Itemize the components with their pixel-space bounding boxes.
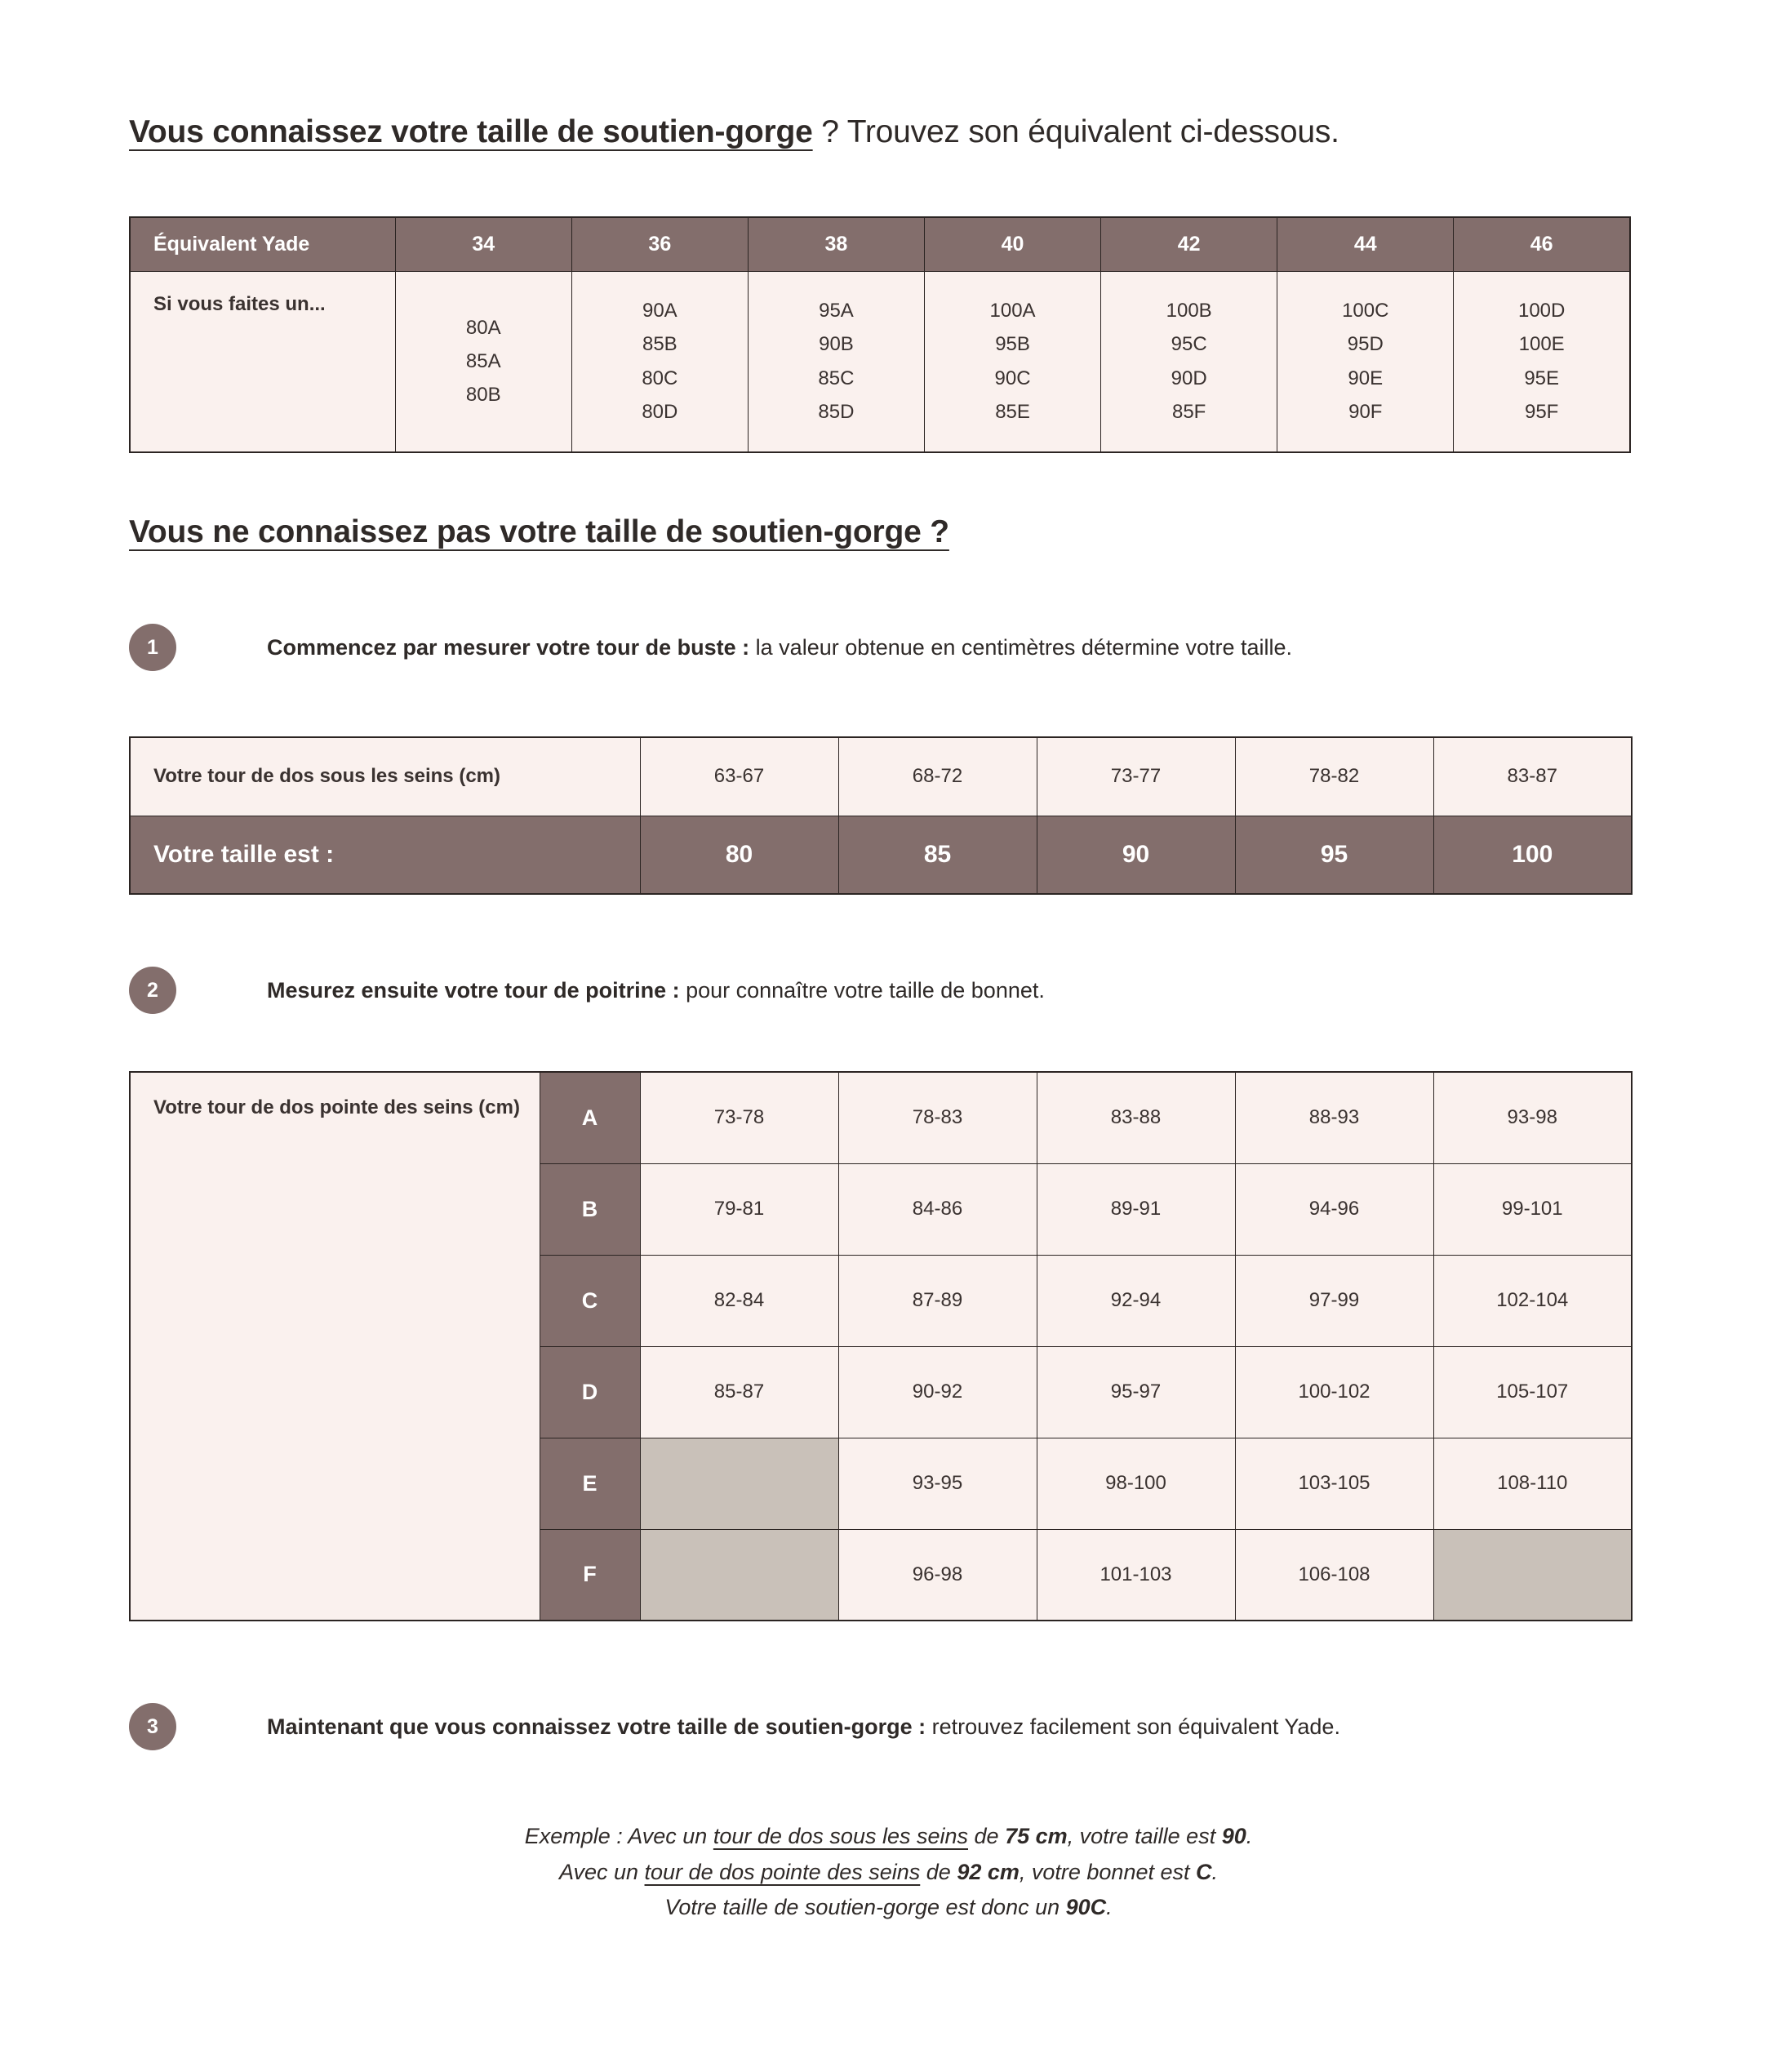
size-list [572, 294, 748, 429]
cup-cell: 103-105 [1235, 1438, 1433, 1529]
section-heading-known-size [129, 114, 1339, 150]
size-list [396, 311, 571, 412]
size-entry: 95D [1347, 333, 1384, 356]
example-line-1-underlined: tour de dos sous les seins [713, 1824, 969, 1848]
cup-letter-f: F [540, 1529, 640, 1621]
cup-letter-e: E [540, 1438, 640, 1529]
equivalence-header-size: 42 [1101, 217, 1277, 271]
size-list [1101, 294, 1277, 429]
example-line-1-mid: de [968, 1824, 1006, 1848]
size-entry: 85F [1171, 401, 1206, 424]
cup-cell: 73-78 [640, 1072, 838, 1163]
step-2-text-rest: pour connaître votre taille de bonnet. [679, 977, 1045, 1003]
size-entry: 85B [642, 333, 677, 356]
equivalence-cell-42 [1101, 271, 1277, 452]
example-line-2-end: . [1211, 1859, 1219, 1884]
equivalence-header-label: Équivalent Yade [130, 217, 395, 271]
cup-cell: 82-84 [640, 1255, 838, 1346]
cup-cell: 93-98 [1433, 1072, 1632, 1163]
band-measure-value: 83-87 [1433, 737, 1632, 816]
size-entry: 85A [465, 350, 501, 373]
band-measure-value: 63-67 [640, 737, 838, 816]
table-row [130, 271, 1630, 452]
band-size-value: 100 [1433, 816, 1632, 894]
cup-cell-unavailable [640, 1438, 838, 1529]
step-3-text-bold: Maintenant que vous connaissez votre taille de soutien-gorge : [267, 1714, 926, 1739]
cup-letter-a: A [540, 1072, 640, 1163]
cup-cell-unavailable [640, 1529, 838, 1621]
cup-cell: 102-104 [1433, 1255, 1632, 1346]
cup-cell: 108-110 [1433, 1438, 1632, 1529]
step-2-text-bold: Mesurez ensuite votre tour de poitrine : [267, 977, 680, 1003]
cup-cell: 92-94 [1037, 1255, 1235, 1346]
example-line-1-result: 90 [1221, 1824, 1246, 1848]
size-entry: 95C [1171, 333, 1207, 356]
step-2-number-badge: 2 [129, 967, 176, 1014]
band-measure-value: 73-77 [1037, 737, 1235, 816]
example-line-2-underlined: tour de dos pointe des seins [644, 1859, 921, 1884]
size-entry: 90A [642, 300, 677, 322]
section-heading-unknown-size [129, 514, 949, 550]
cup-cell: 87-89 [838, 1255, 1037, 1346]
band-size-value: 95 [1235, 816, 1433, 894]
size-entry: 80B [465, 384, 501, 407]
band-measure-value: 78-82 [1235, 737, 1433, 816]
equivalence-table [129, 216, 1631, 453]
step-3-text-rest: retrouvez facilement son équivalent Yade. [926, 1714, 1340, 1739]
example-line-3-end: . [1106, 1895, 1113, 1920]
step-2 [129, 967, 1045, 1014]
size-entry: 85D [818, 401, 855, 424]
step-2-text [267, 978, 1045, 1003]
equivalence-cell-46 [1454, 271, 1630, 452]
size-entry: 90B [819, 333, 854, 356]
size-entry: 100B [1166, 300, 1212, 322]
size-entry: 80A [465, 316, 501, 339]
cup-cell: 100-102 [1235, 1346, 1433, 1438]
equivalence-cell-36 [571, 271, 748, 452]
example-line-2-pre: Avec un [558, 1859, 645, 1884]
size-entry: 100A [989, 300, 1036, 322]
example-line-1-mid2: , votre taille est [1067, 1824, 1222, 1848]
example-line-3 [0, 1890, 1777, 1926]
cup-cell: 83-88 [1037, 1072, 1235, 1163]
step-1-text-rest: la valeur obtenue en centimètres détermine votre taille. [749, 634, 1293, 660]
step-3-number-badge: 3 [129, 1703, 176, 1750]
step-1-number-badge: 1 [129, 624, 176, 671]
cup-cell: 90-92 [838, 1346, 1037, 1438]
size-entry: 90D [1171, 367, 1207, 389]
size-entry: 100D [1517, 300, 1566, 322]
cup-cell: 85-87 [640, 1346, 838, 1438]
size-entry: 95E [1524, 367, 1560, 389]
size-entry: 85E [995, 401, 1030, 424]
example-line-2-mid: de [920, 1859, 957, 1884]
cup-cell: 97-99 [1235, 1255, 1433, 1346]
example-line-1-measure: 75 cm [1005, 1824, 1068, 1848]
cup-cell: 94-96 [1235, 1163, 1433, 1255]
size-entry: 90E [1348, 367, 1384, 389]
size-entry: 80D [642, 401, 678, 424]
band-measure-value: 68-72 [838, 737, 1037, 816]
step-1-text [267, 635, 1292, 660]
example-line-3-pre: Votre taille de soutien-gorge est donc un [664, 1895, 1066, 1920]
cup-cell: 89-91 [1037, 1163, 1235, 1255]
equivalence-row-label: Si vous faites un... [130, 271, 395, 452]
band-size-table [129, 736, 1633, 895]
size-list [1277, 294, 1453, 429]
cup-cell: 98-100 [1037, 1438, 1235, 1529]
step-1-text-bold: Commencez par mesurer votre tour de buste : [267, 634, 750, 660]
cup-cell: 79-81 [640, 1163, 838, 1255]
cup-cell: 93-95 [838, 1438, 1037, 1529]
example-line-2-measure: 92 cm [957, 1859, 1020, 1884]
cup-cell: 96-98 [838, 1529, 1037, 1621]
equivalence-header-size: 36 [571, 217, 748, 271]
table-row [130, 737, 1632, 816]
size-entry: 80C [642, 367, 678, 389]
section-heading-known-size-rest: ? Trouvez son équivalent ci-dessous. [812, 114, 1339, 149]
size-entry: 95A [819, 300, 854, 322]
size-entry: 90C [994, 367, 1031, 389]
equivalence-header-size: 38 [748, 217, 924, 271]
table-row [130, 1072, 1632, 1163]
cup-cell: 99-101 [1433, 1163, 1632, 1255]
step-3 [129, 1703, 1340, 1750]
size-entry: 95F [1524, 401, 1559, 424]
cup-letter-d: D [540, 1346, 640, 1438]
equivalence-cell-40 [925, 271, 1101, 452]
cup-cell: 95-97 [1037, 1346, 1235, 1438]
size-entry: 95B [995, 333, 1030, 356]
cup-cell-unavailable [1433, 1529, 1632, 1621]
example-line-1 [0, 1819, 1777, 1855]
cup-cell: 105-107 [1433, 1346, 1632, 1438]
equivalence-cell-38 [748, 271, 924, 452]
equivalence-cell-34 [395, 271, 571, 452]
cup-cell: 88-93 [1235, 1072, 1433, 1163]
equivalence-cell-44 [1277, 271, 1454, 452]
cup-cell: 84-86 [838, 1163, 1037, 1255]
equivalence-header-size: 46 [1454, 217, 1630, 271]
band-measure-label: Votre tour de dos sous les seins (cm) [130, 737, 640, 816]
equivalence-header-size: 34 [395, 217, 571, 271]
cup-measure-label: Votre tour de dos pointe des seins (cm) [130, 1072, 540, 1621]
cup-letter-b: B [540, 1163, 640, 1255]
size-list [1454, 294, 1629, 429]
example-line-2-mid2: , votre bonnet est [1019, 1859, 1197, 1884]
size-entry: 100C [1342, 300, 1389, 322]
band-size-value: 85 [838, 816, 1037, 894]
example-line-1-pre: Exemple : Avec un [524, 1824, 713, 1848]
example-line-2 [0, 1855, 1777, 1891]
size-list [925, 294, 1100, 429]
equivalence-header-size: 44 [1277, 217, 1454, 271]
band-size-value: 80 [640, 816, 838, 894]
step-3-text [267, 1714, 1340, 1740]
equivalence-header-size: 40 [925, 217, 1101, 271]
cup-cell: 106-108 [1235, 1529, 1433, 1621]
step-1 [129, 624, 1292, 671]
cup-cell: 101-103 [1037, 1529, 1235, 1621]
example-line-2-result: C [1196, 1859, 1212, 1884]
cup-size-table [129, 1071, 1633, 1621]
cup-cell: 78-83 [838, 1072, 1037, 1163]
size-entry: 85C [818, 367, 855, 389]
cup-letter-c: C [540, 1255, 640, 1346]
table-row [130, 217, 1630, 271]
section-heading-known-size-bold: Vous connaissez votre taille de soutien-gorge [129, 114, 813, 149]
example-line-1-end: . [1246, 1824, 1253, 1848]
band-size-value: 90 [1037, 816, 1235, 894]
band-size-label: Votre taille est : [130, 816, 640, 894]
example-line-3-result: 90C [1065, 1895, 1107, 1920]
size-entry: 100E [1518, 333, 1565, 356]
example-block [0, 1819, 1777, 1926]
size-list [749, 294, 924, 429]
size-entry: 90F [1348, 401, 1383, 424]
section-heading-unknown-size-bold: Vous ne connaissez pas votre taille de soutien-gorge ? [129, 514, 949, 549]
table-row [130, 816, 1632, 894]
